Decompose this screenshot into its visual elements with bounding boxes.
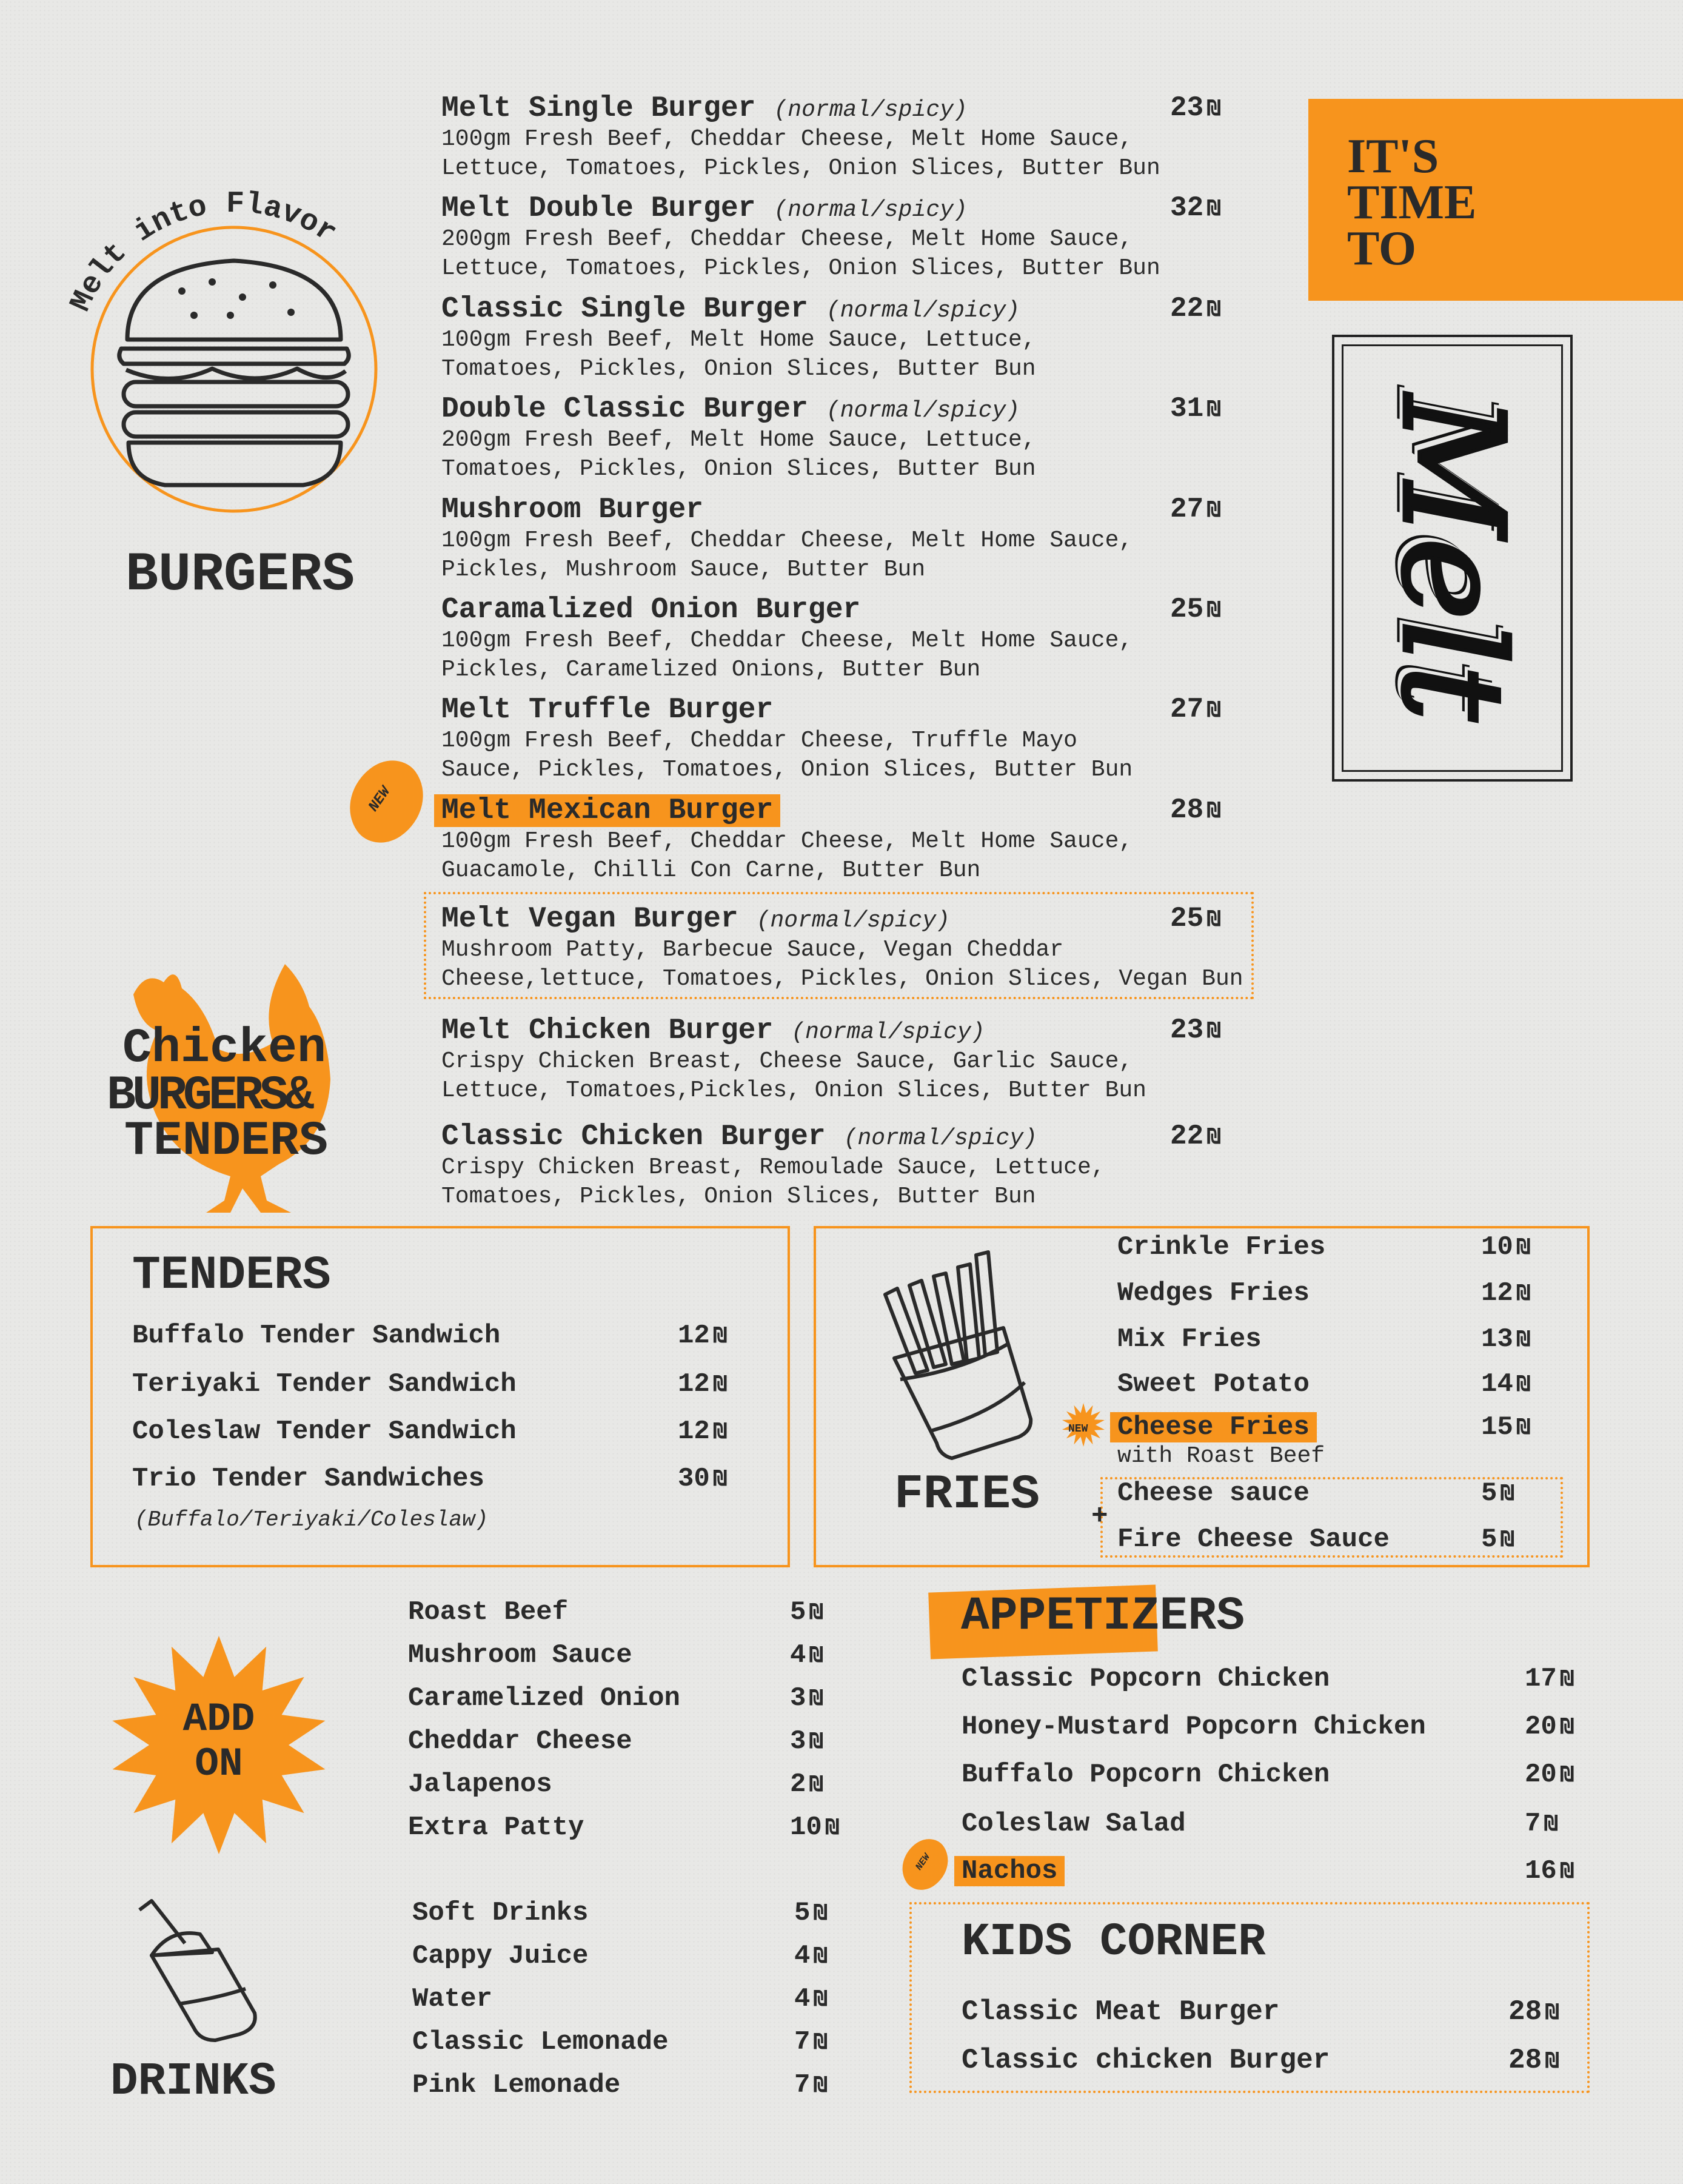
menu-row xyxy=(412,1984,492,2014)
shekel-icon: ₪ xyxy=(1516,1415,1530,1439)
item-price xyxy=(1525,1856,1574,1886)
price-value: 3 xyxy=(790,1683,806,1713)
item-name: Melt Mexican Burger xyxy=(434,794,780,827)
item-price xyxy=(790,1597,823,1627)
price-value: 12 xyxy=(1481,1278,1513,1308)
item-description: Tomatoes, Pickles, Onion Slices, Butter Bun xyxy=(441,1184,1036,1210)
menu-row xyxy=(132,1321,500,1351)
item-name-line xyxy=(441,192,1254,225)
price-value: 2 xyxy=(790,1769,806,1800)
shekel-icon: ₪ xyxy=(825,1815,839,1840)
item-description: Pickles, Mushroom Sauce, Butter Bun xyxy=(441,557,926,583)
shekel-icon: ₪ xyxy=(1501,1527,1514,1552)
menu-item xyxy=(441,92,1254,183)
svg-text:Melt into Flavor xyxy=(64,187,342,317)
shekel-icon: ₪ xyxy=(1560,1714,1574,1739)
tenders-heading: TENDERS xyxy=(132,1249,331,1302)
fries-icon xyxy=(873,1249,1049,1461)
item-description: Tomatoes, Pickles, Onion Slices, Butter Bun xyxy=(441,356,1036,382)
menu-row xyxy=(408,1597,568,1627)
shekel-icon: ₪ xyxy=(1560,1666,1574,1691)
item-name: Caramalized Onion Burger xyxy=(441,594,861,626)
item-price xyxy=(1170,192,1220,224)
item-name: Classic Single Burger xyxy=(441,293,808,326)
price-value: 25 xyxy=(1170,903,1204,934)
menu-item xyxy=(441,393,1254,484)
arc-slogan: Melt into Flavor xyxy=(64,186,343,317)
price-value: 32 xyxy=(1170,192,1204,224)
menu-row xyxy=(1117,1232,1325,1262)
shekel-icon: ₪ xyxy=(1207,296,1220,321)
item-price xyxy=(1170,694,1220,725)
shekel-icon: ₪ xyxy=(814,2029,828,2054)
row-name: Cheese Fries xyxy=(1110,1412,1317,1442)
price-value: 12 xyxy=(678,1321,710,1351)
row-name: Extra Patty xyxy=(408,1812,584,1843)
shekel-icon: ₪ xyxy=(1560,1762,1574,1787)
price-value: 4 xyxy=(790,1640,806,1670)
shekel-icon: ₪ xyxy=(1560,1858,1574,1883)
item-name-line xyxy=(441,1014,1254,1047)
item-description: 100gm Fresh Beef, Cheddar Cheese, Melt Home Sauce, xyxy=(441,126,1133,152)
shekel-icon: ₪ xyxy=(1516,1372,1530,1396)
item-description: Lettuce, Tomatoes,Pickles, Onion Slices, Butter Bun xyxy=(441,1077,1146,1104)
chicken-heading-line1: Chicken xyxy=(122,1021,327,1076)
price-value: 27 xyxy=(1170,694,1204,725)
nachos-new-label: NEW xyxy=(913,1852,933,1872)
row-name: Classic chicken Burger xyxy=(962,2045,1330,2076)
row-name: Cheese sauce xyxy=(1117,1478,1310,1509)
item-price xyxy=(1481,1324,1530,1355)
shekel-icon: ₪ xyxy=(814,1943,828,1968)
row-name: Classic Lemonade xyxy=(412,2027,669,2057)
item-name: Mushroom Burger xyxy=(441,494,704,526)
item-name: Double Classic Burger xyxy=(441,393,808,426)
menu-row xyxy=(1117,1369,1310,1399)
item-name: Melt Chicken Burger xyxy=(441,1014,774,1047)
menu-row xyxy=(132,1464,484,1494)
shekel-icon: ₪ xyxy=(814,2072,828,2097)
row-name: Mushroom Sauce xyxy=(408,1640,632,1670)
shekel-icon: ₪ xyxy=(1207,906,1220,931)
item-description: Crispy Chicken Breast, Remoulade Sauce, Lettuce, xyxy=(441,1154,1105,1181)
melt-logo: Melt xyxy=(1371,395,1533,721)
shekel-icon: ₪ xyxy=(713,1419,727,1444)
shekel-icon: ₪ xyxy=(814,1986,828,2011)
item-price xyxy=(1170,594,1220,625)
menu-row xyxy=(408,1769,552,1800)
price-value: 5 xyxy=(794,1898,811,1928)
row-name: Roast Beef xyxy=(408,1597,569,1627)
item-description: 100gm Fresh Beef, Cheddar Cheese, Truffle Mayo xyxy=(441,728,1077,754)
price-value: 3 xyxy=(790,1726,806,1757)
item-description: Tomatoes, Pickles, Onion Slices, Butter Bun xyxy=(441,456,1036,482)
addon-heading-line2: ON xyxy=(195,1741,243,1787)
price-value: 20 xyxy=(1525,1712,1557,1742)
shekel-icon: ₪ xyxy=(713,1323,727,1348)
item-description: 100gm Fresh Beef, Cheddar Cheese, Melt Home Sauce, xyxy=(441,828,1133,854)
price-value: 7 xyxy=(794,2070,811,2100)
price-value: 7 xyxy=(1525,1809,1541,1839)
item-price xyxy=(1170,293,1220,324)
item-variant: (normal/spicy) xyxy=(843,1125,1037,1151)
price-value: 17 xyxy=(1525,1664,1557,1694)
menu-item xyxy=(441,1014,1254,1105)
shekel-icon: ₪ xyxy=(1516,1327,1530,1352)
burgers-heading: BURGERS xyxy=(125,544,355,606)
item-price xyxy=(794,1898,827,1928)
item-variant: (normal/spicy) xyxy=(756,908,950,934)
price-value: 28 xyxy=(1170,794,1204,826)
price-value: 23 xyxy=(1170,92,1204,124)
price-value: 12 xyxy=(678,1416,710,1447)
row-name: Nachos xyxy=(954,1856,1065,1886)
menu-row xyxy=(412,2027,668,2057)
shekel-icon: ₪ xyxy=(809,1686,823,1710)
item-price xyxy=(794,2027,827,2057)
fries-new-label: NEW xyxy=(1068,1423,1088,1435)
price-value: 4 xyxy=(794,1984,811,2014)
price-value: 5 xyxy=(1481,1524,1497,1555)
item-price xyxy=(1170,1120,1220,1152)
item-description: Mushroom Patty, Barbecue Sauce, Vegan Cheddar xyxy=(441,937,1064,963)
price-value: 16 xyxy=(1525,1856,1557,1886)
chicken-heading-line2: BURGERS& xyxy=(107,1068,311,1124)
slogan-line-2: TIME xyxy=(1347,176,1477,229)
item-price xyxy=(678,1321,727,1351)
price-value: 31 xyxy=(1170,393,1204,424)
item-name: Melt Single Burger xyxy=(441,92,756,125)
menu-row xyxy=(132,1416,517,1447)
item-price xyxy=(1170,1014,1220,1046)
item-name-line xyxy=(441,594,1254,626)
shekel-icon: ₪ xyxy=(809,1729,823,1754)
price-value: 5 xyxy=(790,1597,806,1627)
item-description: Crispy Chicken Breast, Cheese Sauce, Garlic Sauce, xyxy=(441,1048,1133,1074)
menu-row xyxy=(962,1712,1426,1742)
row-name: Sweet Potato xyxy=(1117,1369,1310,1399)
price-value: 22 xyxy=(1170,1120,1204,1152)
row-name: Fire Cheese Sauce xyxy=(1117,1524,1390,1555)
item-description: 200gm Fresh Beef, Melt Home Sauce, Lettuce, xyxy=(441,427,1036,453)
item-price xyxy=(794,2070,827,2100)
row-name: Crinkle Fries xyxy=(1117,1232,1326,1262)
item-price xyxy=(1170,92,1220,124)
menu-row xyxy=(962,1809,1186,1839)
item-description: Cheese,lettuce, Tomatoes, Pickles, Onion Slices, Vegan Bun xyxy=(441,966,1243,992)
shekel-icon: ₪ xyxy=(809,1599,823,1624)
item-price xyxy=(790,1812,839,1843)
menu-item xyxy=(441,594,1254,685)
price-value: 30 xyxy=(678,1464,710,1494)
row-name: Buffalo Tender Sandwich xyxy=(132,1321,501,1351)
item-description: 200gm Fresh Beef, Cheddar Cheese, Melt Home Sauce, xyxy=(441,226,1133,252)
item-price xyxy=(1525,1809,1558,1839)
row-name: Cheddar Cheese xyxy=(408,1726,632,1757)
item-description: Lettuce, Tomatoes, Pickles, Onion Slices, Butter Bun xyxy=(441,255,1160,281)
plus-sign: + xyxy=(1091,1501,1108,1532)
menu-item xyxy=(441,794,1254,885)
item-name-line xyxy=(441,393,1254,426)
menu-row xyxy=(962,1664,1330,1694)
item-price xyxy=(1481,1278,1530,1308)
menu-row xyxy=(1117,1278,1310,1308)
shekel-icon: ₪ xyxy=(1207,497,1220,522)
shekel-icon: ₪ xyxy=(1544,1811,1558,1836)
chicken-heading-line3: TENDERS xyxy=(124,1114,329,1169)
row-name: Soft Drinks xyxy=(412,1898,589,1928)
row-name: Trio Tender Sandwiches xyxy=(132,1464,484,1494)
menu-row xyxy=(408,1683,680,1713)
burger-illustration xyxy=(61,176,424,540)
menu-row xyxy=(408,1812,584,1843)
shekel-icon: ₪ xyxy=(713,1466,727,1491)
item-price xyxy=(678,1464,727,1494)
menu-item xyxy=(441,192,1254,283)
menu-row xyxy=(132,1369,517,1399)
item-name-line xyxy=(441,92,1254,125)
menu-item xyxy=(441,694,1254,785)
drinks-heading: DRINKS xyxy=(110,2055,276,2108)
item-variant: (normal/spicy) xyxy=(826,398,1020,424)
menu-row xyxy=(1117,1412,1317,1442)
row-name: Coleslaw Salad xyxy=(962,1809,1186,1839)
item-variant: (normal/spicy) xyxy=(774,197,968,223)
price-value: 25 xyxy=(1170,594,1204,625)
new-badge-label: NEW xyxy=(366,784,395,815)
item-price xyxy=(790,1726,823,1757)
item-price xyxy=(1508,2045,1559,2076)
item-price xyxy=(794,1984,827,2014)
price-value: 23 xyxy=(1170,1014,1204,1046)
item-price xyxy=(1481,1369,1530,1399)
item-price xyxy=(790,1769,823,1800)
shekel-icon: ₪ xyxy=(1207,96,1220,121)
item-price xyxy=(790,1640,823,1670)
item-variant: (normal/spicy) xyxy=(774,97,968,123)
drink-cup-icon xyxy=(133,1898,279,2049)
item-price xyxy=(794,1941,827,1971)
shekel-icon: ₪ xyxy=(1207,1018,1220,1043)
item-price xyxy=(1170,794,1220,826)
price-value: 27 xyxy=(1170,494,1204,525)
row-name: Teriyaki Tender Sandwich xyxy=(132,1369,517,1399)
shekel-icon: ₪ xyxy=(1207,196,1220,221)
shekel-icon: ₪ xyxy=(1207,597,1220,622)
shekel-icon: ₪ xyxy=(1207,1124,1220,1149)
menu-row xyxy=(1117,1324,1262,1355)
item-name: Melt Vegan Burger xyxy=(441,903,738,936)
price-value: 10 xyxy=(1481,1232,1513,1262)
shekel-icon: ₪ xyxy=(1516,1281,1530,1305)
shekel-icon: ₪ xyxy=(1545,2000,1559,2025)
menu-row xyxy=(412,2070,620,2100)
slogan-line-3: TO xyxy=(1347,222,1417,275)
item-name: Classic Chicken Burger xyxy=(441,1120,826,1153)
menu-row xyxy=(962,1760,1330,1790)
shekel-icon: ₪ xyxy=(1207,397,1220,421)
shekel-icon: ₪ xyxy=(809,1643,823,1667)
vegan-highlight-box xyxy=(424,892,1254,999)
item-variant: (normal/spicy) xyxy=(826,298,1020,324)
row-name: Wedges Fries xyxy=(1117,1278,1310,1308)
row-name: Cappy Juice xyxy=(412,1941,589,1971)
menu-row xyxy=(412,1941,588,1971)
item-description: Guacamole, Chilli Con Carne, Butter Bun xyxy=(441,857,981,883)
sauces-box xyxy=(1100,1477,1563,1558)
kids-corner-heading: KIDS CORNER xyxy=(962,1916,1266,1968)
menu-row xyxy=(408,1640,632,1670)
fries-heading: FRIES xyxy=(894,1467,1040,1522)
price-value: 10 xyxy=(790,1812,822,1843)
menu-item xyxy=(441,293,1254,384)
item-price xyxy=(1170,494,1220,525)
price-value: 20 xyxy=(1525,1760,1557,1790)
addon-heading-line1: ADD xyxy=(182,1697,255,1742)
shekel-icon: ₪ xyxy=(1545,2048,1559,2073)
menu-row xyxy=(412,1898,588,1928)
item-name-line xyxy=(441,494,1254,526)
item-price xyxy=(1481,1232,1530,1262)
price-value: 13 xyxy=(1481,1324,1513,1355)
menu-row xyxy=(962,1856,1065,1886)
shekel-icon: ₪ xyxy=(1501,1481,1514,1506)
shekel-icon: ₪ xyxy=(1207,697,1220,722)
row-name: Water xyxy=(412,1984,493,2014)
price-value: 15 xyxy=(1481,1412,1513,1442)
item-price xyxy=(1525,1760,1574,1790)
price-value: 28 xyxy=(1508,1996,1542,2028)
price-value: 5 xyxy=(1481,1478,1497,1509)
item-description: 100gm Fresh Beef, Melt Home Sauce, Lettuce, xyxy=(441,327,1036,353)
item-name-line xyxy=(441,794,1254,827)
cheese-fries-note: with Roast Beef xyxy=(1117,1443,1325,1469)
menu-row xyxy=(408,1726,632,1757)
item-description: Pickles, Caramelized Onions, Butter Bun xyxy=(441,657,981,683)
item-price xyxy=(1170,393,1220,424)
row-name: Caramelized Onion xyxy=(408,1683,680,1713)
item-price xyxy=(678,1416,727,1447)
item-name-line xyxy=(441,1120,1254,1153)
item-price xyxy=(1525,1664,1574,1694)
item-price xyxy=(1508,1996,1559,2028)
item-description: Sauce, Pickles, Tomatoes, Onion Slices, Butter Bun xyxy=(441,757,1133,783)
item-price xyxy=(1525,1712,1574,1742)
item-description: 100gm Fresh Beef, Cheddar Cheese, Melt Home Sauce, xyxy=(441,528,1133,554)
menu-item xyxy=(441,1120,1254,1211)
shekel-icon: ₪ xyxy=(814,1900,828,1925)
row-name: Coleslaw Tender Sandwich xyxy=(132,1416,517,1447)
item-price xyxy=(790,1683,823,1713)
shekel-icon: ₪ xyxy=(809,1772,823,1797)
item-price xyxy=(678,1369,727,1399)
shekel-icon: ₪ xyxy=(1516,1234,1530,1259)
item-name: Melt Double Burger xyxy=(441,192,756,225)
row-name: Jalapenos xyxy=(408,1769,552,1800)
row-name: Classic Meat Burger xyxy=(962,1996,1280,2028)
shekel-icon: ₪ xyxy=(1207,798,1220,823)
item-variant: (normal/spicy) xyxy=(791,1019,985,1045)
price-value: 28 xyxy=(1508,2045,1542,2076)
menu-item xyxy=(441,494,1254,585)
slogan-line-1: IT'S xyxy=(1347,130,1439,183)
item-name-line xyxy=(441,293,1254,326)
menu-row xyxy=(962,1996,1280,2028)
price-value: 7 xyxy=(794,2027,811,2057)
price-value: 22 xyxy=(1170,293,1204,324)
price-value: 4 xyxy=(794,1941,811,1971)
item-description: Lettuce, Tomatoes, Pickles, Onion Slices, Butter Bun xyxy=(441,155,1160,181)
shekel-icon: ₪ xyxy=(713,1372,727,1396)
item-name: Melt Truffle Burger xyxy=(441,694,774,726)
price-value: 12 xyxy=(678,1369,710,1399)
row-name: Buffalo Popcorn Chicken xyxy=(962,1760,1330,1790)
item-name-line xyxy=(441,694,1254,726)
menu-row xyxy=(962,2045,1330,2076)
row-name: Pink Lemonade xyxy=(412,2070,621,2100)
price-value: 14 xyxy=(1481,1369,1513,1399)
item-price xyxy=(1481,1412,1530,1442)
appetizers-heading: APPETIZERS xyxy=(961,1590,1245,1643)
row-name: Classic Popcorn Chicken xyxy=(962,1664,1330,1694)
tenders-note: (Buffalo/Teriyaki/Coleslaw) xyxy=(135,1507,489,1532)
item-description: 100gm Fresh Beef, Cheddar Cheese, Melt Home Sauce, xyxy=(441,628,1133,654)
row-name: Mix Fries xyxy=(1117,1324,1262,1355)
row-name: Honey-Mustard Popcorn Chicken xyxy=(962,1712,1426,1742)
